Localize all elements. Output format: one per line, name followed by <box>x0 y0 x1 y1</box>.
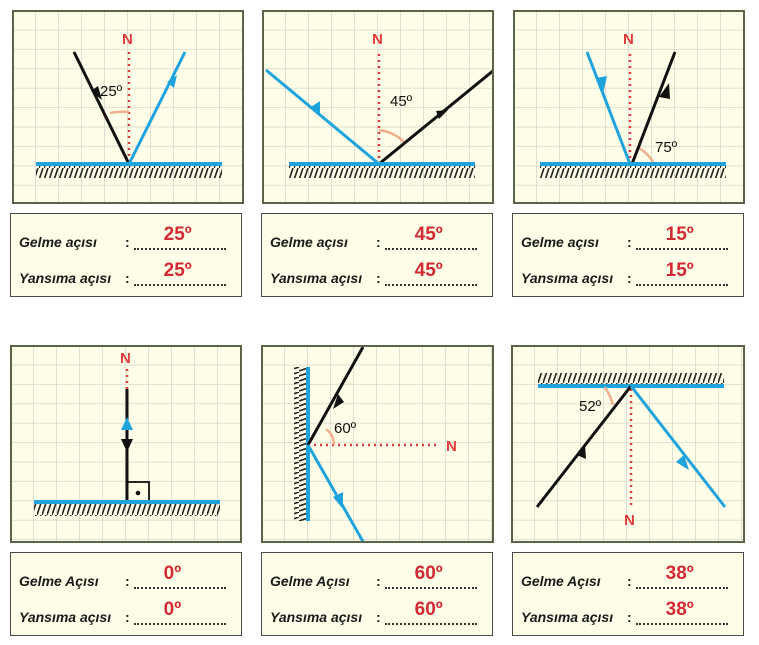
diagram-panel-5 <box>261 345 494 543</box>
reflection-value: 45º <box>414 260 443 281</box>
reflection-value: 60º <box>414 599 443 620</box>
angle-label: 52º <box>579 398 602 415</box>
reflection-row <box>270 601 477 625</box>
incidence-value: 25º <box>163 224 192 245</box>
separator: : <box>376 270 381 286</box>
reflection-diagram-2 <box>264 12 494 204</box>
reflection-label: Yansıma açısı <box>19 609 112 625</box>
mirror-hatch <box>289 164 475 178</box>
incidence-row <box>19 565 226 589</box>
answer-box-1 <box>10 213 242 297</box>
angle-arc <box>110 112 129 113</box>
normal-label: N <box>446 438 457 455</box>
separator: : <box>125 609 130 625</box>
reflection-diagram-3 <box>515 12 745 204</box>
normal-label: N <box>122 31 133 48</box>
right-angle-dot <box>136 491 141 496</box>
incidence-answer-field[interactable] <box>134 224 226 250</box>
separator: : <box>627 270 632 286</box>
reflection-answer-field[interactable] <box>134 599 226 625</box>
separator: : <box>376 609 381 625</box>
mirror-hatch <box>294 367 308 521</box>
reflection-answer-field[interactable] <box>636 260 728 286</box>
reflection-row <box>521 262 728 286</box>
mirror-hatch <box>540 164 726 178</box>
reflection-label: Yansıma açısı <box>19 270 112 286</box>
incidence-value: 38º <box>665 563 694 584</box>
reflection-row <box>270 262 477 286</box>
reflection-answer-field[interactable] <box>385 599 477 625</box>
reflection-row <box>19 262 226 286</box>
answer-box-6 <box>512 552 744 636</box>
incidence-label: Gelme açısı <box>521 234 599 250</box>
diagram-panel-4 <box>10 345 242 543</box>
incidence-value: 0º <box>163 563 182 584</box>
angle-label: 25º <box>100 83 123 100</box>
separator: : <box>376 234 381 250</box>
normal-label: N <box>624 512 635 529</box>
normal-label: N <box>372 31 383 48</box>
angle-label: 45º <box>390 93 413 110</box>
incidence-label: Gelme Açısı <box>19 573 99 589</box>
incidence-answer-field[interactable] <box>636 224 728 250</box>
reflection-label: Yansıma açısı <box>521 270 614 286</box>
reflection-value: 0º <box>163 599 182 620</box>
separator: : <box>125 573 130 589</box>
angle-label: 60º <box>334 420 357 437</box>
reflection-label: Yansıma açısı <box>270 609 363 625</box>
incidence-row <box>270 226 477 250</box>
diagram-panel-1 <box>12 10 244 204</box>
diagram-panel-6 <box>511 345 745 543</box>
incidence-answer-field[interactable] <box>385 224 477 250</box>
reflection-answer-field[interactable] <box>636 599 728 625</box>
reflection-diagram-5 <box>263 347 494 543</box>
incidence-row <box>270 565 477 589</box>
normal-label: N <box>120 350 131 367</box>
incidence-answer-field[interactable] <box>134 563 226 589</box>
mirror-hatch <box>34 502 220 516</box>
incidence-label: Gelme açısı <box>19 234 97 250</box>
mirror-hatch <box>36 164 222 178</box>
diagram-panel-3 <box>513 10 745 204</box>
incidence-label: Gelme Açısı <box>270 573 350 589</box>
reflection-answer-field[interactable] <box>134 260 226 286</box>
incidence-row <box>521 565 728 589</box>
reflection-row <box>19 601 226 625</box>
reflection-answer-field[interactable] <box>385 260 477 286</box>
reflection-diagram-6 <box>513 347 745 543</box>
separator: : <box>627 609 632 625</box>
reflection-diagram-1 <box>14 12 244 204</box>
separator: : <box>376 573 381 589</box>
reflection-label: Yansıma açısı <box>270 270 363 286</box>
reflection-value: 25º <box>163 260 192 281</box>
mirror-hatch <box>538 373 724 385</box>
incidence-label: Gelme Açısı <box>521 573 601 589</box>
incidence-value: 45º <box>414 224 443 245</box>
diagram-panel-2 <box>262 10 494 204</box>
reflection-diagram-4 <box>12 347 242 543</box>
reflection-value: 38º <box>665 599 694 620</box>
incidence-value: 15º <box>665 224 694 245</box>
answer-box-2 <box>261 213 493 297</box>
separator: : <box>125 270 130 286</box>
incidence-row <box>521 226 728 250</box>
separator: : <box>627 234 632 250</box>
reflection-row <box>521 601 728 625</box>
reflection-label: Yansıma açısı <box>521 609 614 625</box>
answer-box-5 <box>261 552 493 636</box>
answer-box-4 <box>10 552 242 636</box>
answer-box-3 <box>512 213 744 297</box>
incidence-value: 60º <box>414 563 443 584</box>
incidence-answer-field[interactable] <box>385 563 477 589</box>
separator: : <box>125 234 130 250</box>
separator: : <box>627 573 632 589</box>
normal-label: N <box>623 31 634 48</box>
angle-label: 75º <box>655 139 678 156</box>
incidence-answer-field[interactable] <box>636 563 728 589</box>
reflection-value: 15º <box>665 260 694 281</box>
incidence-row <box>19 226 226 250</box>
incidence-label: Gelme açısı <box>270 234 348 250</box>
